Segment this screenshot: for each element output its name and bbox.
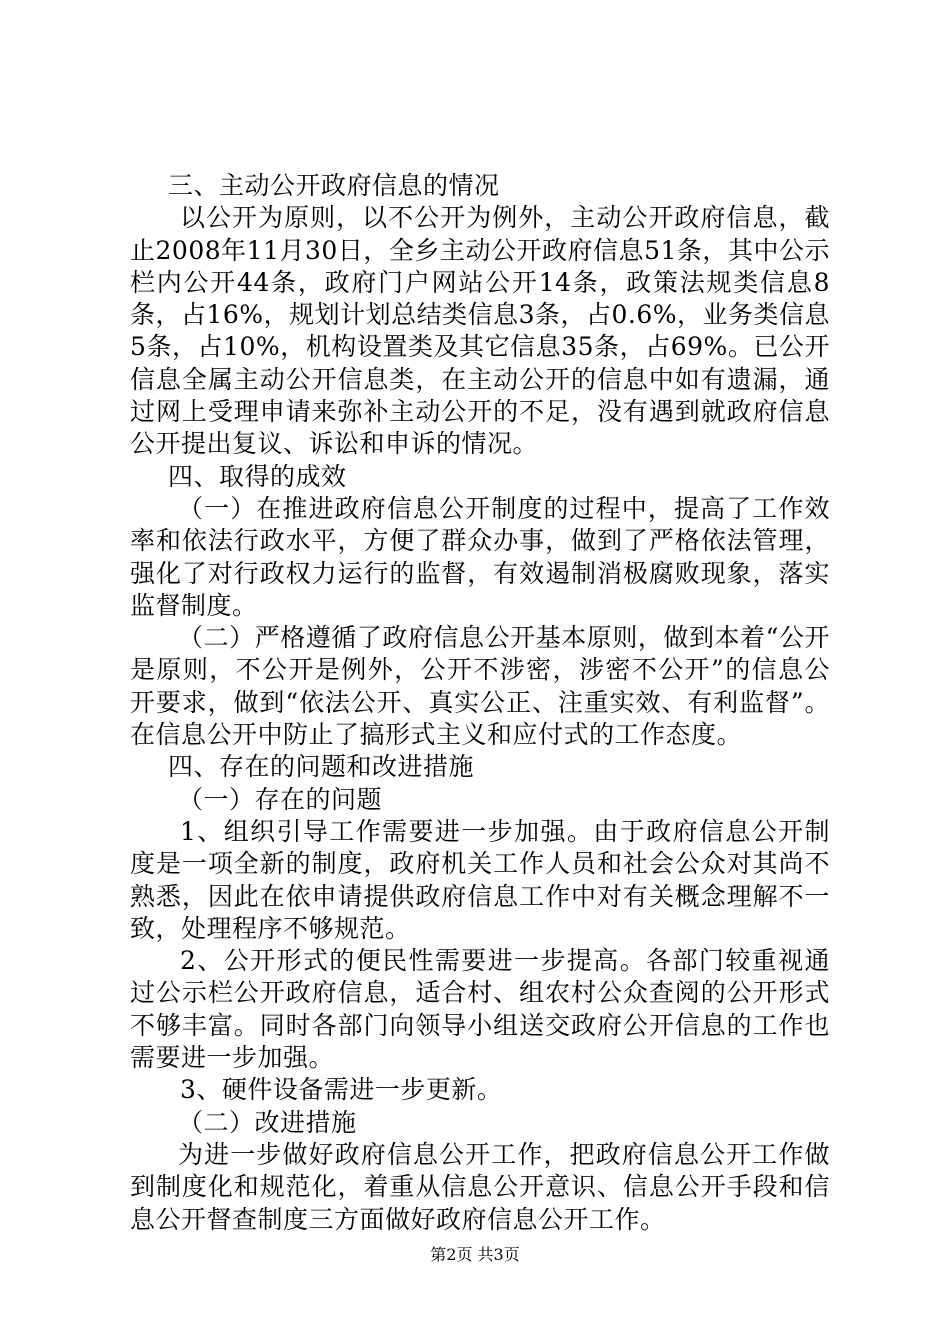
subheading-improvements: （二）改进措施 <box>178 1107 357 1137</box>
page-number-footer: 第2页 共3页 <box>430 1245 520 1264</box>
paragraph-improvements: 为进一步做好政府信息公开工作，把政府信息公开工作做到制度化和规范化，着重从信息公开意识、信息公开手段和信息公开督查制度三方面做好政府信息公开工作。 <box>130 1139 830 1234</box>
paragraph-result-2: （二）严格遵循了政府信息公开基本原则，做到本着“公开是原则，不公开是例外，公开不涉密，涉密不公开”的信息公开要求，做到“依法公开、真实公正、注重实效、有利监督”。在信息公开中防止了搞形式主义和应付式的工作态度。 <box>130 623 830 750</box>
paragraph-result-1: （一）在推进政府信息公开制度的过程中，提高了工作效率和依法行政水平，方便了群众办事，做到了严格依法管理，强化了对行政权力运行的监督，有效遏制消极腐败现象，落实监督制度。 <box>130 493 830 620</box>
subheading-problems: （一）存在的问题 <box>178 784 383 814</box>
section-heading-4-results: 四、取得的成效 <box>168 461 347 491</box>
section-heading-3: 三、主动公开政府信息的情况 <box>168 171 500 200</box>
paragraph-problem-1: 1、组织引导工作需要进一步加强。由于政府信息公开制度是一项全新的制度，政府机关工作人员和社会公众对其尚不熟悉，因此在依申请提供政府信息工作中对有关概念理解不一致，处理程序不够规范。 <box>130 816 830 943</box>
document-body <box>130 170 830 1236</box>
section-heading-4-issues: 四、存在的问题和改进措施 <box>168 752 475 782</box>
paragraph-problem-2: 2、公开形式的便民性需要进一步提高。各部门较重视通过公示栏公开政府信息，适合村、组农村公众查阅的公开形式不够丰富。同时各部门向领导小组送交政府公开信息的工作也需要进一步加强。 <box>130 946 830 1073</box>
paragraph-problem-3: 3、硬件设备需进一步更新。 <box>180 1075 503 1105</box>
paragraph-disclosure-stats: 以公开为原则，以不公开为例外，主动公开政府信息，截止2008年11月30日，全乡主动公开政府信息51条，其中公示栏内公开44条，政府门户网站公开14条，政策法规类信息8条，占16%，规划计划总结类信息3条，占0.6%，业务类信息5条，占10%，机构设置类及其它信息35条，占69%。已公开信息全属主动公开信息类，在主动公开的信息中如有遗漏，通过网上受理申请来弥补主动公开的不足，没有遇到就政府信息公开提出复议、诉讼和申诉的情况。 <box>130 203 830 459</box>
